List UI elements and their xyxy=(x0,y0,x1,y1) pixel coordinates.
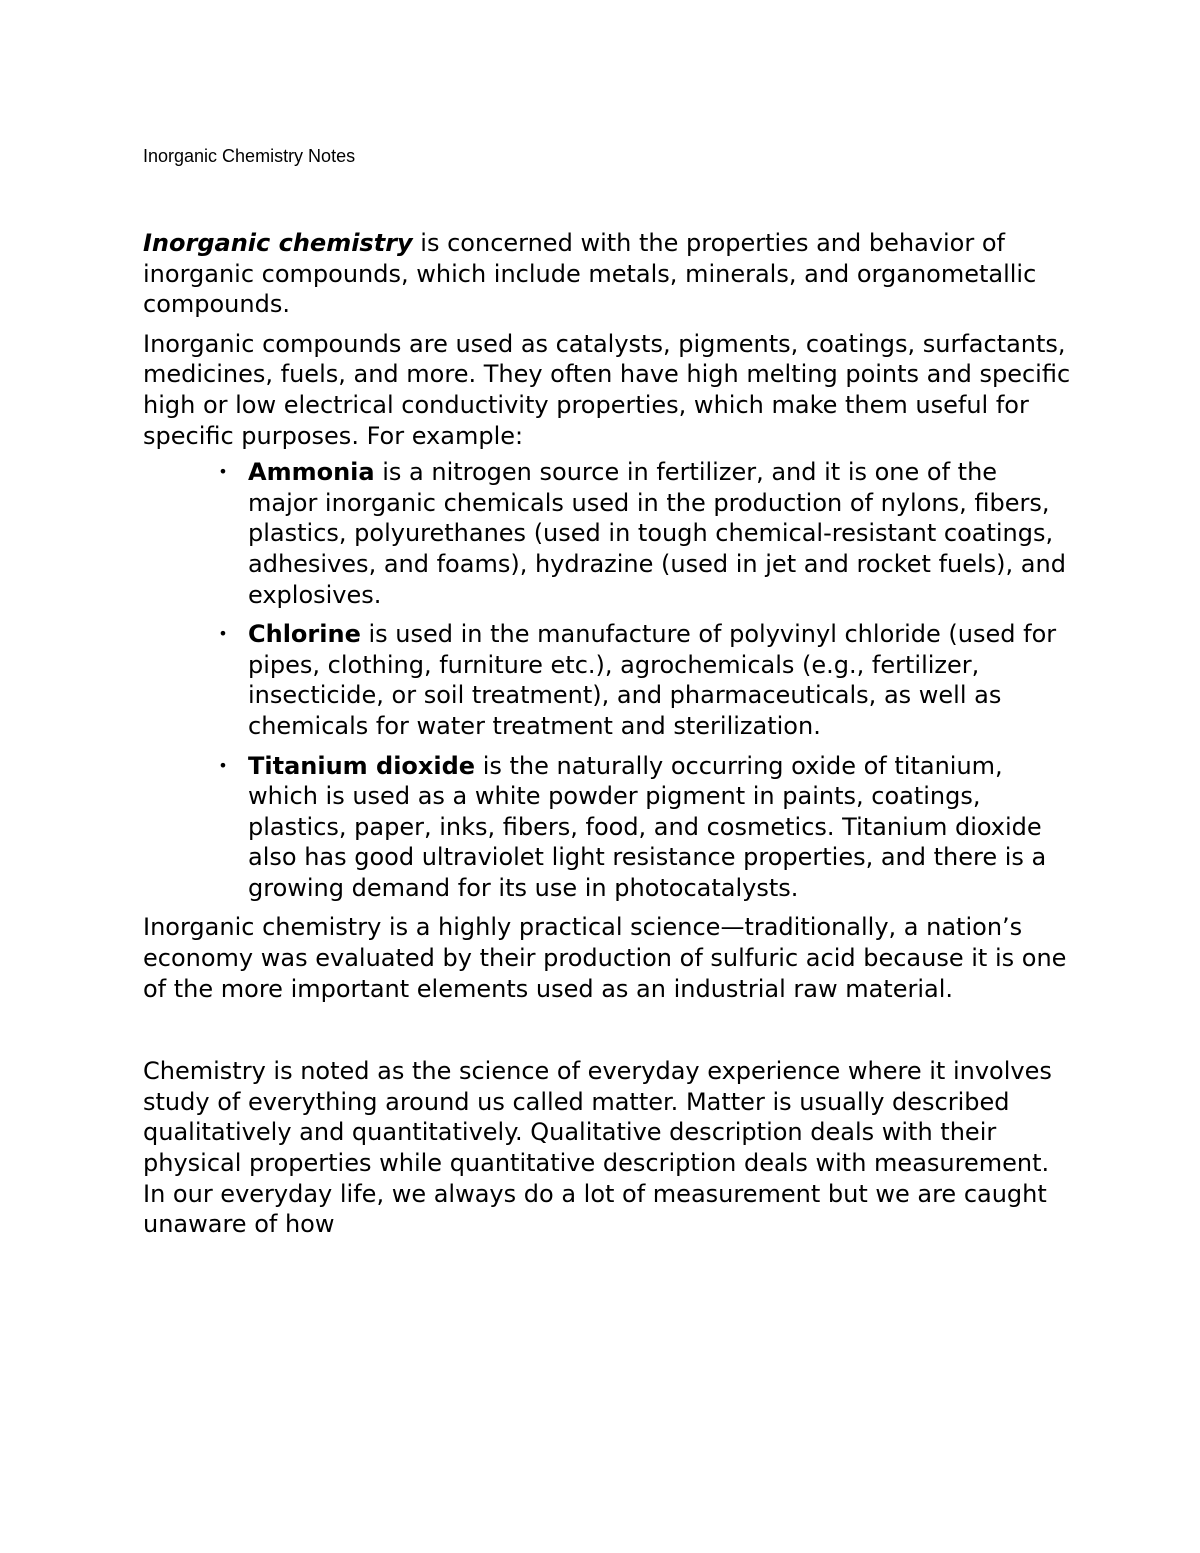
list-item-text: is the naturally occurring oxide of titanium, which is used as a white powder pigment in paints, coatings, plastics, paper, inks, fibers, food, and cosmetics. Titanium dioxide also has good ultraviolet light resistance properties, and there is a growing demand for its use in photocatalysts. xyxy=(248,751,1047,902)
list-item-titanium-dioxide xyxy=(218,751,1073,904)
list-item-term: Titanium dioxide xyxy=(248,751,476,780)
practical-paragraph: Inorganic chemistry is a highly practical science—traditionally, a nation’s economy was evaluated by their production of sulfuric acid because it is one of the more important elements used as an industrial raw material. xyxy=(143,913,1067,1003)
intro-paragraph xyxy=(143,228,1073,320)
bullet-dot-icon: • xyxy=(218,462,228,482)
list-item-text: is used in the manufacture of polyvinyl chloride (used for pipes, clothing, furniture etc.), agrochemicals (e.g., fertilizer, insecticide, or soil treatment), and pharmaceuticals, as well as chemicals for water treatment and sterilization. xyxy=(248,620,1057,740)
uses-paragraph: Inorganic compounds are used as catalysts, pigments, coatings, surfactants, medicines, fuels, and more. They often have high melting points and specific high or low electrical conductivity properties, which make them useful for specific purposes. For example: xyxy=(143,329,1071,450)
examples-list xyxy=(143,457,1073,903)
everyday-paragraph: Chemistry is noted as the science of everyday experience where it involves study of everything around us called matter. Matter is usually described qualitatively and quantitatively. Qualitative description deals with their physical properties while quantitative description deals with measurement. In our everyday life, we always do a lot of measurement but we are caught unaware of how xyxy=(143,1057,1052,1239)
list-item-term: Chlorine xyxy=(248,620,361,649)
intro-term: Inorganic chemistry xyxy=(143,229,413,257)
list-item-ammonia xyxy=(218,457,1073,610)
list-item-chlorine xyxy=(218,619,1073,741)
list-item-text: is a nitrogen source in fertilizer, and it is one of the major inorganic chemicals used in the production of nylons, fibers, plastics, polyurethanes (used in tough chemical-resistant coatings, adhesives, and foams), hydrazine (used in jet and rocket fuels), and explosives. xyxy=(248,458,1066,609)
page-header-title: Inorganic Chemistry Notes xyxy=(143,146,356,166)
intro-text: is concerned with the properties and behavior of inorganic compounds, which include metals, minerals, and organometallic compounds. xyxy=(143,229,1037,319)
list-item-term: Ammonia xyxy=(248,458,375,487)
document-body xyxy=(143,228,1073,1249)
bullet-dot-icon: • xyxy=(218,624,228,644)
bullet-dot-icon: • xyxy=(218,755,228,775)
